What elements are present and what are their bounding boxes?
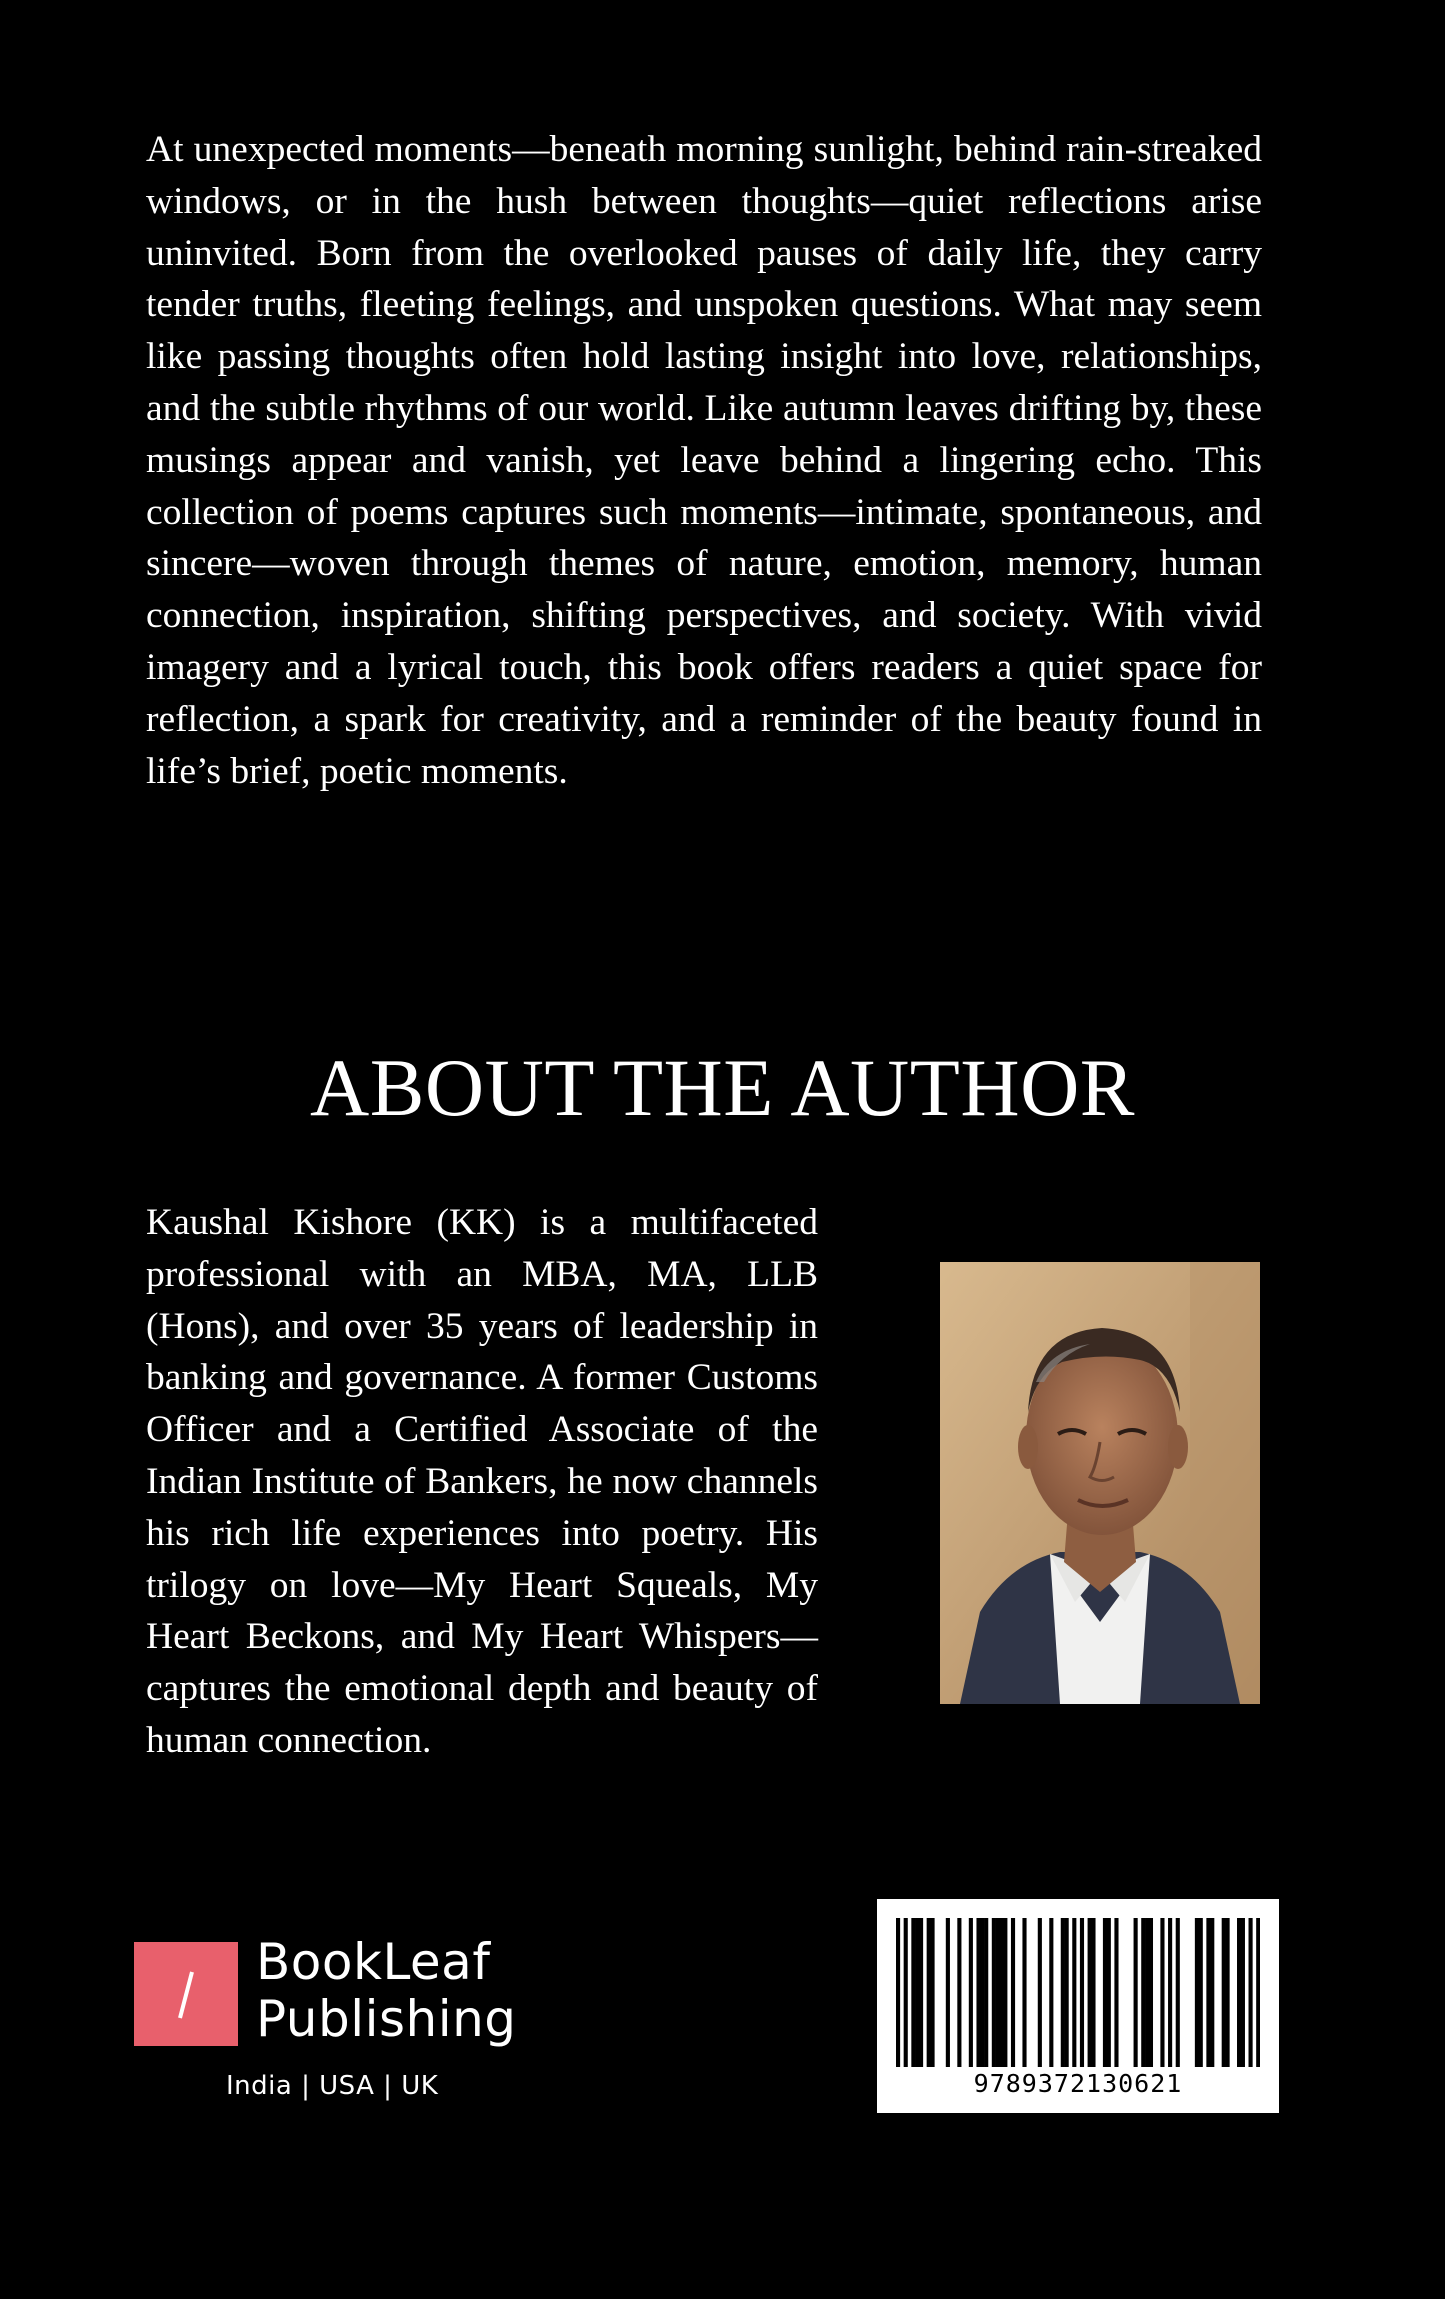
author-bio: Kaushal Kishore (KK) is a multifaceted professional with an MBA, MA, LLB (Hons), and over 35 years of leadership in banking and governance. A former Customs Officer and a Certified Associate of the Indian Institute of Bankers, he now channels his rich life experiences into poetry. His trilogy on love—My Heart Squeals, My Heart Beckons, and My Heart Whispers—captures the emotional depth and beauty of human connection. [146,1202,818,1761]
barcode-bar [1080,1918,1084,2067]
barcode-bar [1195,1918,1199,2067]
barcode-bar [1222,1918,1226,2067]
barcode-bar [1141,1918,1145,2067]
barcode-bar [1003,1918,1007,2067]
barcode-bar [904,1918,908,2067]
isbn-barcode [877,1899,1279,2113]
barcode-bar [1256,1918,1260,2067]
barcode-bar [984,1918,988,2067]
back-cover-blurb: At unexpected moments—beneath morning sunlight, behind rain-streaked windows, or in the hush between thoughts—quiet reflections arise uninvited. Born from the overlooked pauses of daily life, they carry tender truths, fleeting feelings, and unspoken questions. What may seem like passing thoughts often hold lasting insight into love, relationships, and the subtle rhythms of our world. Like autumn leaves drifting by, these musings appear and vanish, yet leave behind a lingering echo. This collection of poems captures such moments—intimate, spontaneous, and sincere—woven through themes of nature, emotion, memory, human connection, inspiration, shifting perspectives, and society. With vivid imagery and a lyrical touch, this book offers readers a quiet space for reflection, a spark for creativity, and a reminder of the beauty found in life’s brief, poetic moments. [146,129,1262,792]
barcode-bar [1038,1918,1042,2067]
barcode-bar [1199,1918,1203,2067]
barcode-bar [976,1918,980,2067]
barcode-bars-icon [896,1918,1260,2067]
isbn-number: 9789372130621 [973,2069,1183,2098]
barcode-bar [946,1918,950,2067]
barcode-bar [992,1918,996,2067]
barcode-bar [996,1918,1000,2067]
barcode-bar [896,1918,900,2067]
barcode-bar [1011,1918,1015,2067]
publisher-name-line2: Publishing [256,1990,517,2048]
barcode-bar [1065,1918,1069,2067]
barcode-bar [930,1918,934,2067]
barcode-bar [911,1918,915,2067]
barcode-bar [1114,1918,1118,2067]
barcode-bar [1241,1918,1245,2067]
barcode-bar [1145,1918,1149,2067]
publisher-logo [134,1933,534,2112]
barcode-bar [969,1918,973,2067]
barcode-bar [1210,1918,1214,2067]
barcode-bar [915,1918,919,2067]
barcode-bar [1134,1918,1138,2067]
barcode-bar [980,1918,984,2067]
publisher-name-line1: BookLeaf [256,1933,491,1991]
barcode-bar [927,1918,931,2067]
barcode-bar [1103,1918,1107,2067]
barcode-bar [1061,1918,1065,2067]
about-author-heading: ABOUT THE AUTHOR [310,1042,1135,1133]
barcode-bar [1107,1918,1111,2067]
barcode-bar [1149,1918,1153,2067]
barcode-bar [919,1918,923,2067]
barcode-bar [1072,1918,1076,2067]
barcode-bar [1237,1918,1241,2067]
barcode-bar [1226,1918,1230,2067]
barcode-bar [1091,1918,1095,2067]
publisher-regions: India | USA | UK [226,2071,439,2101]
barcode-bar [1176,1918,1180,2067]
barcode-bar [1049,1918,1053,2067]
author-photo [940,1262,1260,1704]
barcode-bar [957,1918,961,2067]
publisher-name [256,1934,517,2048]
barcode-bar [1168,1918,1172,2067]
barcode-bar [1160,1918,1164,2067]
barcode-bar [1206,1918,1210,2067]
barcode-bar [1088,1918,1092,2067]
slash-logo-icon [134,1942,238,2046]
barcode-bar [1022,1918,1026,2067]
barcode-bar [1249,1918,1253,2067]
barcode-bar [999,1918,1003,2067]
